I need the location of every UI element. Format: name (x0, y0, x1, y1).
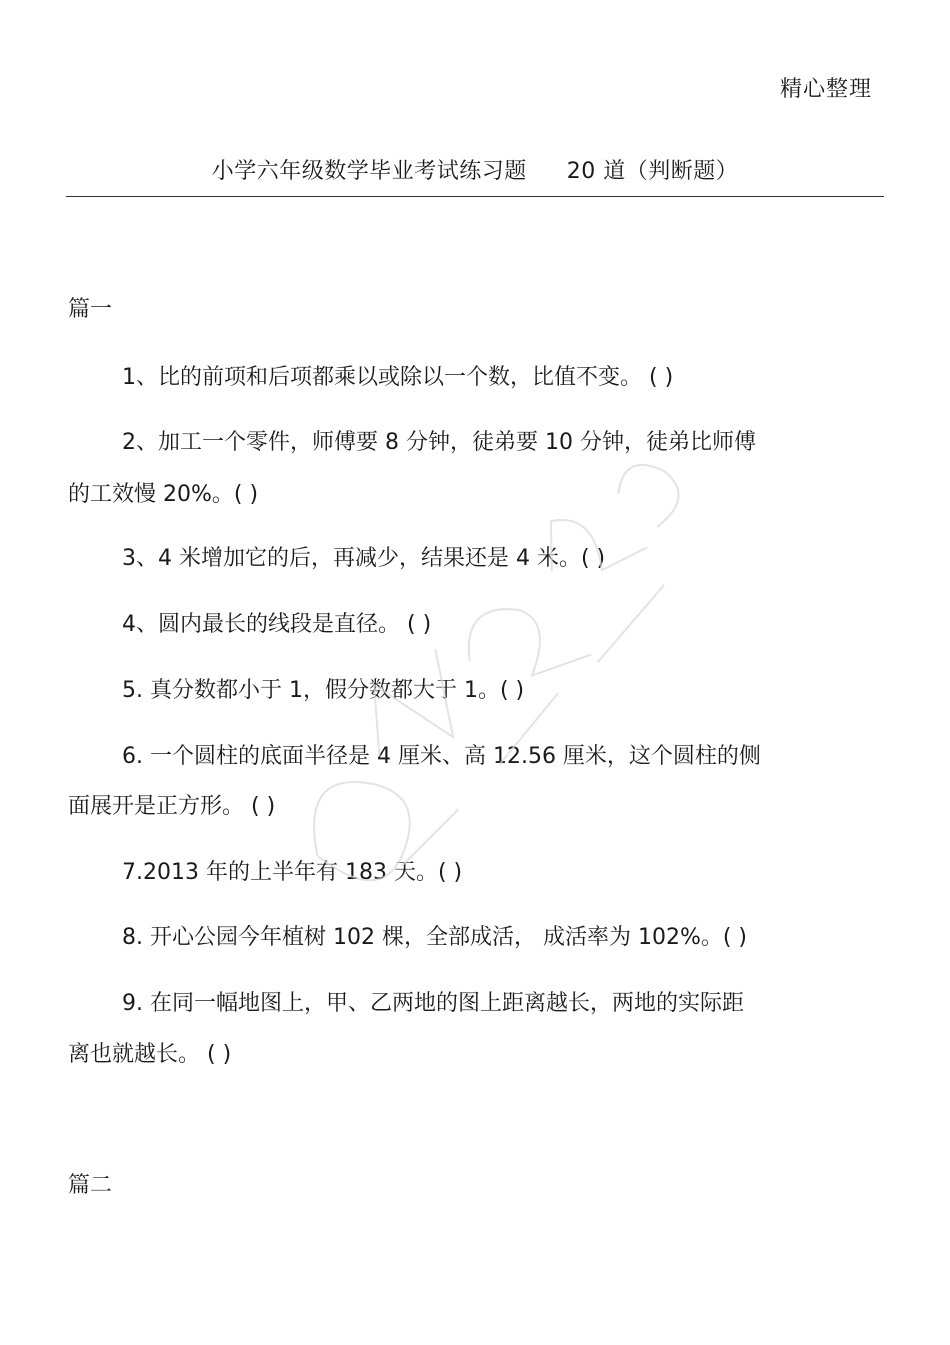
header-note: 精心整理 (779, 77, 872, 102)
question-9: 9. 在同一幅地图上，甲、乙两地的图上距离越长，两地的实际距 (122, 991, 744, 1016)
question-6-continued: 面展开是正方形。 ( ) (68, 794, 276, 819)
question-8: 8. 开心公园今年植树 102 棵，全部成活， 成活率为 102%。( ) (122, 925, 748, 950)
title-divider (66, 196, 884, 197)
question-4: 4、圆内最长的线段是直径。 ( ) (122, 612, 432, 637)
question-1: 1、比的前项和后项都乘以或除以一个数，比值不变。 ( ) (122, 365, 674, 390)
question-2: 2、加工一个零件，师傅要 8 分钟，徒弟要 10 分钟，徒弟比师傅 (122, 430, 756, 455)
question-2-continued: 的工效慢 20%。( ) (68, 482, 259, 507)
question-3: 3、4 米增加它的后，再减少，结果还是 4 米。( ) (122, 546, 606, 571)
question-6: 6. 一个圆柱的底面半径是 4 厘米、高 12.56 厘米，这个圆柱的侧 (122, 744, 761, 769)
title-main: 小学六年级数学毕业考试练习题 (211, 159, 527, 184)
section-heading-2: 篇二 (68, 1173, 113, 1198)
question-9-continued: 离也就越长。 ( ) (68, 1042, 232, 1067)
question-7: 7.2013 年的上半年有 183 天。( ) (122, 860, 463, 885)
section-heading-1: 篇一 (68, 297, 113, 322)
page-title (0, 154, 950, 185)
title-suffix: 20 道（判断题） (566, 159, 739, 184)
question-5: 5. 真分数都小于 1，假分数都大于 1。( ) (122, 678, 525, 703)
